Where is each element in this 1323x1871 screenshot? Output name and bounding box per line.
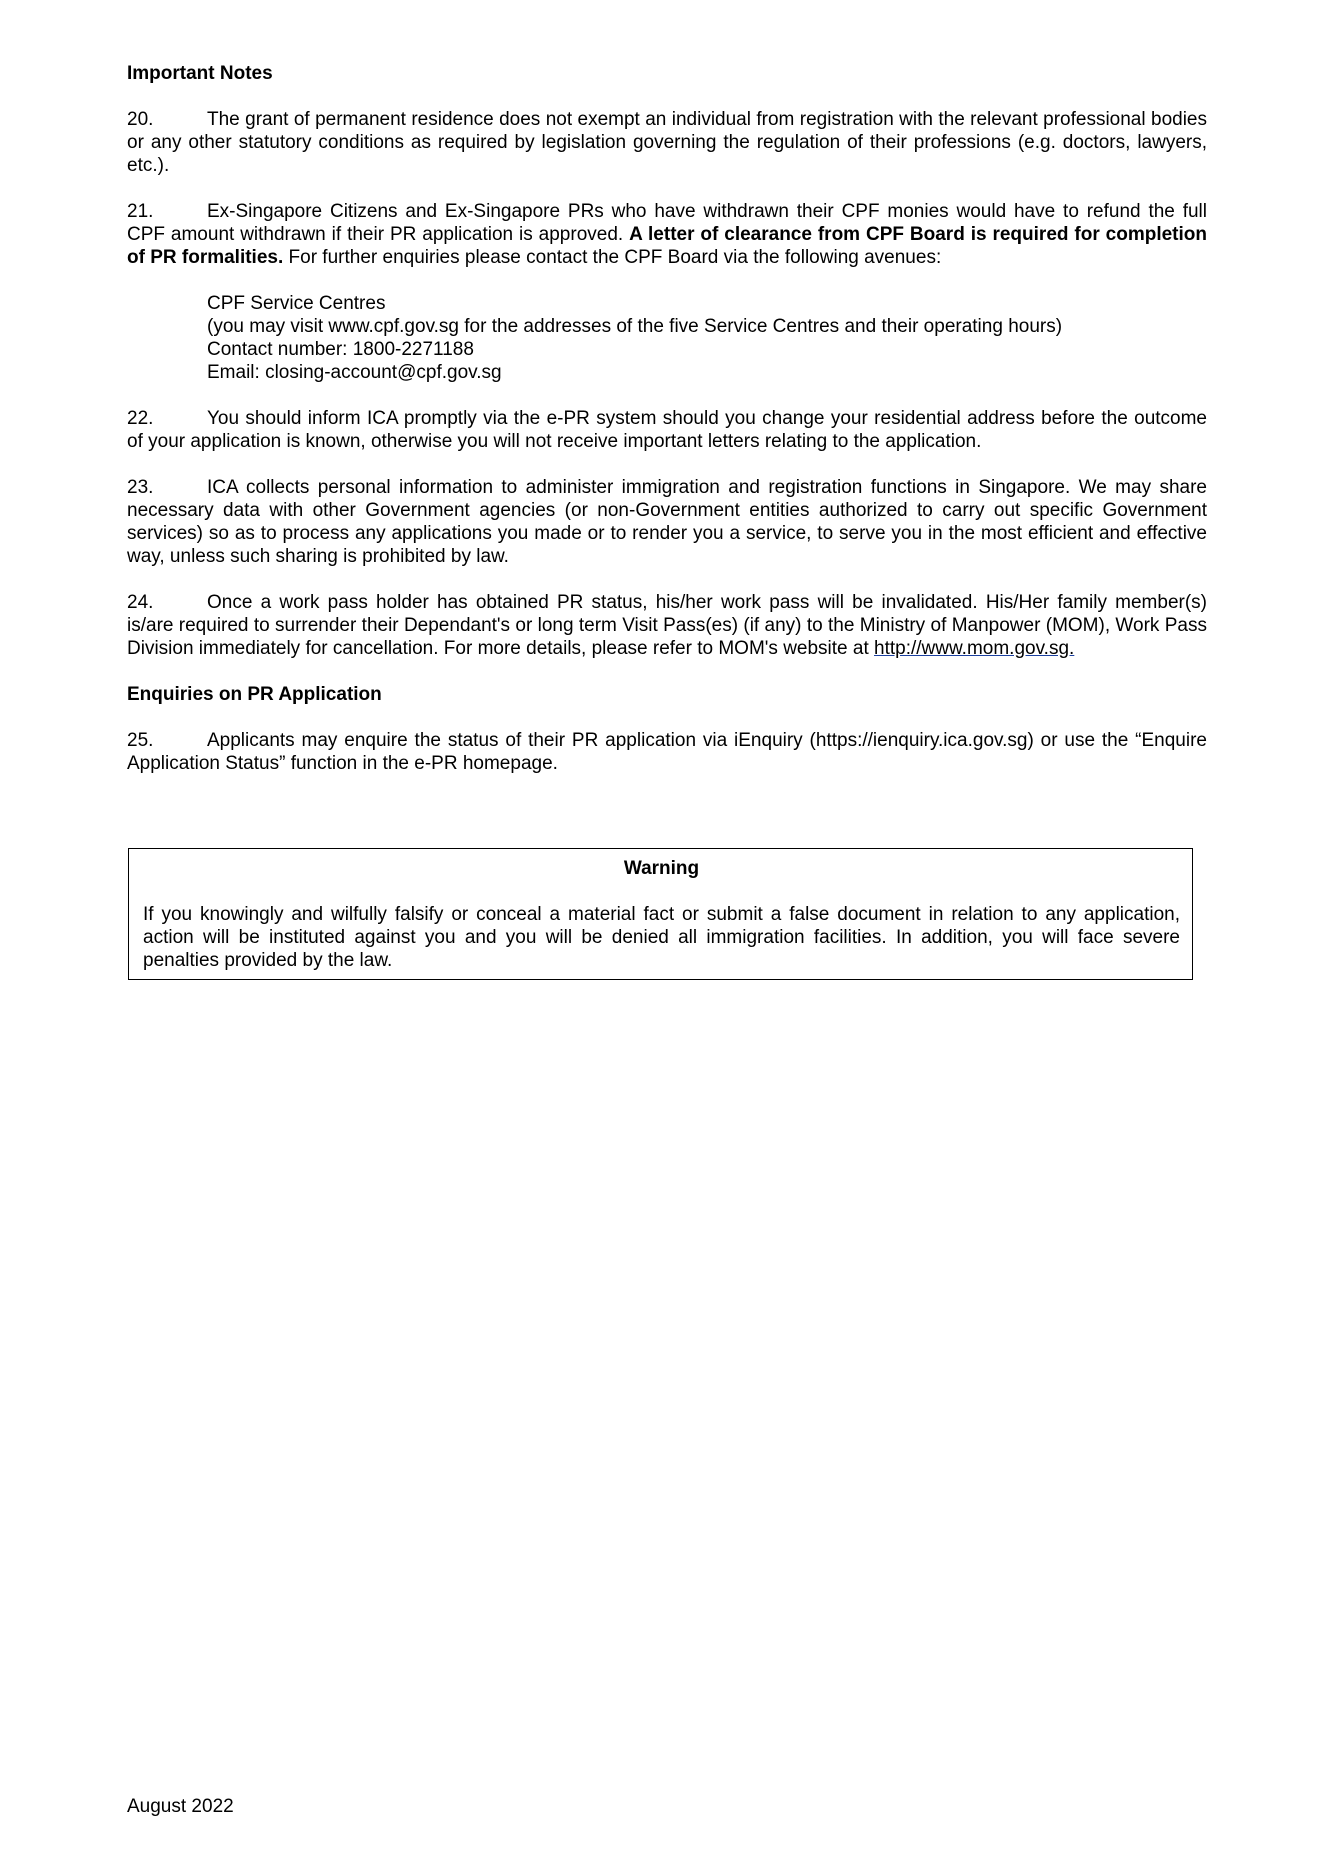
warning-title: Warning: [623, 858, 700, 879]
cpf-contact-note: (you may visit www.cpf.gov.sg for the addresses of the five Service Centres and their operating hours): [207, 316, 1063, 337]
paragraph-text: ICA collects personal information to administer immigration and registration functions in Singapore. We may share necessary data with other Government agencies (or non-Government entities authorized to carry out specific Government services) so as to process any applications you made or to render you a service, to serve you in the most efficient and effective way, unless such sharing is prohibited by law.: [127, 477, 1207, 567]
paragraph-number: 23.: [127, 477, 154, 498]
warning-box: [128, 848, 1193, 980]
paragraph-number: 22.: [127, 408, 154, 429]
paragraph-text: You should inform ICA promptly via the e-PR system should you change your residential address before the outcome of your application is known, otherwise you will not receive important letters relating to the application.: [127, 408, 1207, 452]
paragraph-number: 20.: [127, 109, 154, 130]
cpf-clearance-requirement: A letter of clearance from CPF Board is required for completion of PR formalities.: [127, 224, 1207, 268]
paragraph-number: 24.: [127, 592, 154, 613]
cpf-contact-block: [207, 292, 1207, 384]
mom-website-link[interactable]: http://www.mom.gov.sg.: [874, 638, 1075, 659]
paragraph-text: Ex-Singapore Citizens and Ex-Singapore PRs who have withdrawn their CPF monies would have to refund the full CPF amount withdrawn if their PR application is approved.: [127, 201, 1207, 245]
paragraph-22: [127, 407, 1207, 453]
footer-date: August 2022: [127, 1796, 234, 1817]
important-notes-heading: Important Notes: [127, 63, 273, 84]
cpf-contact-email: Email: closing-account@cpf.gov.sg: [207, 362, 502, 383]
paragraph-24: [127, 591, 1207, 660]
warning-text: If you knowingly and wilfully falsify or conceal a material fact or submit a false document in relation to any application, action will be instituted against you and you will be denied all immigration facilities. In addition, you will face severe penalties provided by the law.: [143, 904, 1180, 971]
paragraph-number: 25.: [127, 730, 154, 751]
paragraph-25: [127, 729, 1207, 775]
paragraph-21: [127, 200, 1207, 269]
enquiries-heading: Enquiries on PR Application: [127, 684, 382, 705]
document-body: [127, 62, 1207, 775]
cpf-contact-phone: Contact number: 1800-2271188: [207, 339, 474, 360]
paragraph-text: Once a work pass holder has obtained PR status, his/her work pass will be invalidated. His/Her family member(s) is/are required to surrender their Dependant's or long term Visit Pass(es) (if any) to the Ministry of Manpower (MOM), Work Pass Division immediately for cancellation. For more details, please refer to MOM's website at: [127, 592, 1207, 659]
paragraph-20: [127, 108, 1207, 177]
paragraph-text-continued: For further enquiries please contact the CPF Board via the following avenues:: [283, 247, 942, 268]
paragraph-text: The grant of permanent residence does not exempt an individual from registration with the relevant professional bodies or any other statutory conditions as required by legislation governing the regulation of their professions (e.g. doctors, lawyers, etc.).: [127, 109, 1207, 176]
paragraph-number: 21.: [127, 201, 154, 222]
paragraph-text: Applicants may enquire the status of their PR application via iEnquiry (https://ienquiry.ica.gov.sg) or use the “Enquire Application Status” function in the e-PR homepage.: [127, 730, 1207, 774]
cpf-contact-title: CPF Service Centres: [207, 293, 386, 314]
paragraph-23: [127, 476, 1207, 568]
